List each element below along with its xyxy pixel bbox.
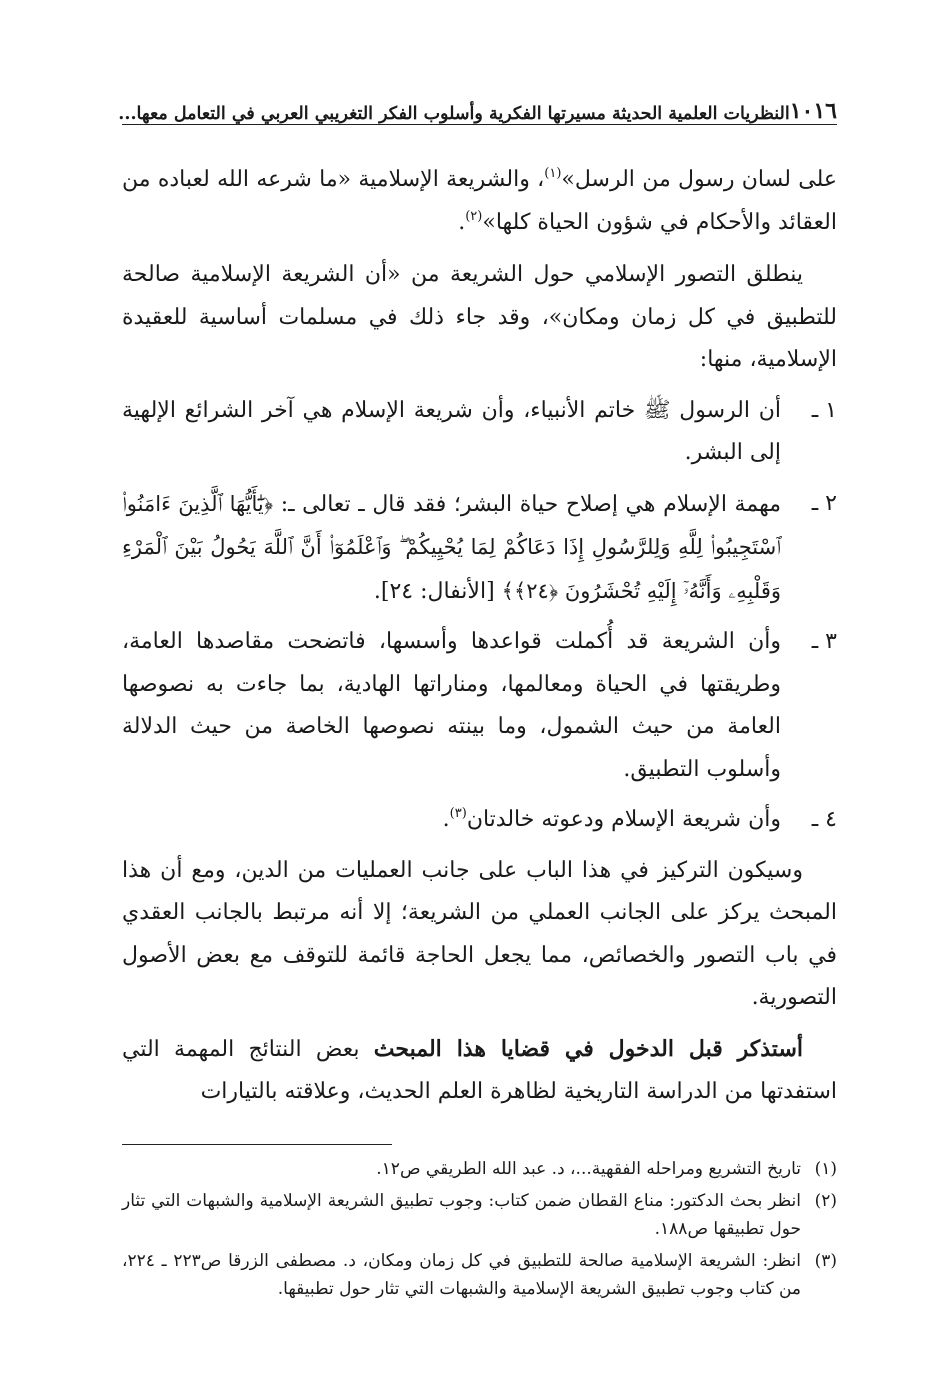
list-item (122, 483, 837, 614)
list-item-text-end: . (442, 807, 450, 832)
footnotes (122, 1155, 837, 1303)
paragraph-3: وسيكون التركيز في هذا الباب على جانب العمليات من الدين، ومع أن هذا المبحث يركز على الجانب العملي من الشريعة؛ إلا أنه مرتبط بالجانب العقدي في باب التصور والخصائص، مما يجعل الحاجة قائمة للتوقف مع بعض الأصول التصورية. (122, 857, 837, 1010)
paragraph-1-text-b: ، والشريعة الإسلامية «ما شرعه الله لعباده من العقائد والأحكام في شؤون الحياة كلها» (122, 167, 837, 235)
list-item-text-main: وأن شريعة الإسلام ودعوته خالدتان (466, 807, 781, 832)
footnote-number: (٣) (814, 1250, 837, 1271)
paragraph-4-text: بعض النتائج المهمة التي استفدتها من الدراسة التاريخية لظاهرة العلم الحديث، وعلاقته بالتيارات (122, 1036, 837, 1104)
footnote-item (122, 1247, 837, 1303)
running-title: النظريات العلمية الحديثة مسيرتها الفكرية وأسلوب الفكر التغريبي العربي في التعامل معها... (118, 104, 790, 124)
paragraph-1 (122, 159, 837, 244)
footnote-text: انظر: الشريعة الإسلامية صالحة للتطبيق في كل زمان ومكان، د. مصطفى الزرقا ص٢٢٣ ـ ٢٢٤، من كتاب وجوب تطبيق الشريعة الإسلامية والشبهات التي تثار حول تطبيقها. (122, 1250, 801, 1299)
paragraph-4 (122, 1028, 837, 1114)
main-text (122, 159, 837, 1114)
footnote-ref-3[interactable]: (٣) (449, 806, 467, 821)
list-item-text: وأن الشريعة قد أُكملت قواعدها وأسسها، فاتضحت مقاصدها العامة، وطريقتها في الحياة ومعالمها، ومناراتها الهادية، بما جاءت به نصوصها العامة من حيث الشمول، وما بينته نصوصها الخاصة من حيث الدلالة وأسلوب التطبيق. (122, 629, 781, 782)
paragraph-2: ينطلق التصور الإسلامي حول الشريعة من «أن الشريعة الإسلامية صالحة للتطبيق في كل زمان ومكان»، وقد جاء ذلك في مسلمات أساسية للعقيدة الإسلامية، منها: (122, 262, 837, 372)
paragraph-1-text-a: على لسان رسول من الرسل» (561, 167, 838, 192)
footnote-ref-2[interactable]: (٢) (465, 208, 483, 224)
footnote-ref-1[interactable]: (١) (544, 166, 562, 181)
list-item-text (122, 483, 781, 614)
list-item-number: ٤ ـ (811, 807, 837, 832)
list-item (122, 390, 837, 475)
footnote-item (122, 1187, 837, 1243)
page-number: ١٠١٦ (789, 98, 837, 124)
list-item-text (122, 799, 781, 842)
list-item (122, 799, 837, 842)
footnote-text: انظر بحث الدكتور: مناع القطان ضمن كتاب: وجوب تطبيق الشريعة الإسلامية والشبهات التي تثار حول تطبيقها ص١٨٨. (122, 1190, 801, 1239)
book-page (118, 92, 838, 1307)
list-item-text: أن الرسول ﷺ خاتم الأنبياء، وأن شريعة الإسلام هي آخر الشرائع الإلهية إلى البشر. (122, 397, 781, 465)
list-item-number: ٢ ـ (811, 490, 837, 516)
footnote-number: (١) (814, 1158, 837, 1179)
footnote-divider (122, 1144, 392, 1145)
quran-citation: [الأنفال: ٢٤]. (373, 578, 495, 604)
list-item-number: ٣ ـ (811, 629, 837, 654)
list-item-number: ١ ـ (811, 397, 837, 423)
quran-verse: ﴿يَٰٓأَيُّهَا ٱلَّذِينَ ءَامَنُوا۟ ٱسْتَجِيبُوا۟ لِلَّهِ وَلِلرَّسُولِ إِذَا دَعَاكُمْ لِمَا يُحْيِيكُمْ ۖ وَٱعْلَمُوٓا۟ أَنَّ ٱللَّهَ يَحُولُ بَيْنَ ٱلْمَرْءِ وَقَلْبِهِۦ وَأَنَّهُۥٓ إِلَيْهِ تُحْشَرُونَ ﴿٢٤﴾﴾ (122, 491, 781, 603)
footnote-item (122, 1155, 837, 1183)
footnote-number: (٢) (814, 1190, 837, 1211)
footnote-text: تاريخ التشريع ومراحله الفقهية...، د. عبد الله الطريقي ص١٢. (376, 1158, 801, 1179)
list-item-text-main: مهمة الإسلام هي إصلاح حياة البشر؛ فقد قال ـ تعالى ـ: (280, 491, 781, 517)
list-item (122, 621, 837, 791)
running-header (118, 92, 837, 125)
paragraph-1-text-c: . (458, 209, 466, 235)
bold-lead-in: أستذكر قبل الدخول في قضايا هذا المبحث (373, 1035, 803, 1062)
